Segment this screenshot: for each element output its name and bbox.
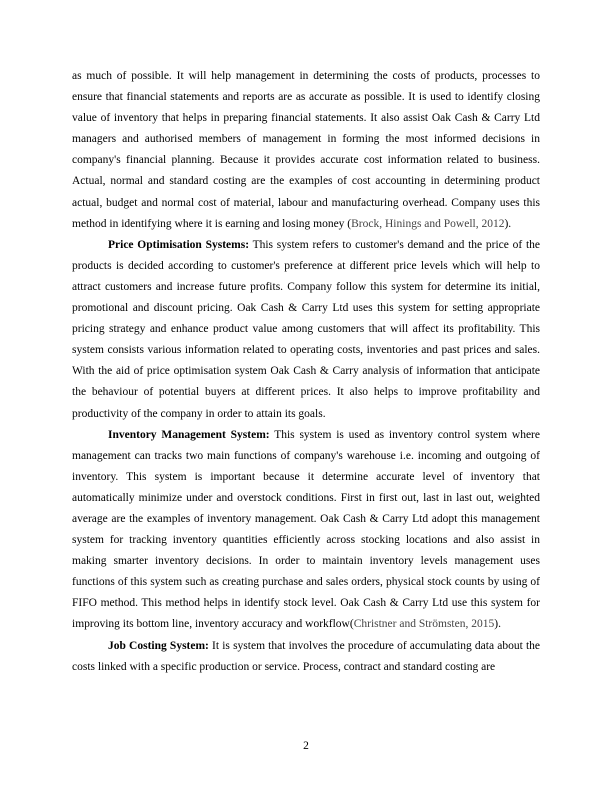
paragraph-closing: ). bbox=[504, 217, 512, 230]
paragraph-price-optimisation bbox=[72, 235, 540, 425]
paragraph-closing: ). bbox=[494, 618, 501, 631]
paragraph-text: It is system that involves the procedure of accumulating data about the costs linked with a specific production or service. Process, contract and standard costing are bbox=[72, 639, 541, 673]
citation: Brock, Hinings and Powell, 2012 bbox=[351, 217, 505, 230]
section-heading: Price Optimisation Systems: bbox=[108, 238, 250, 251]
paragraph-cost-accounting bbox=[72, 66, 540, 235]
paragraph-text: This system is used as inventory control system where management can tracks two main functions of company's warehouse i.e. incoming and outgoing of inventory. This system is important because it determine accurate level of inventory that automatically minimize under and overstock conditions. First in first out, last in last out, weighted average are the examples of inventory management. Oak Cash & Carry Ltd adopt this management system for tracking inventory quantities efficiently across stocking locations and also assist in making smarter inventory decisions. In order to maintain inventory levels management uses functions of this system such as creating purchase and sales orders, physical stock counts by using of FIFO method. This method helps in identify stock level. Oak Cash & Carry Ltd use this system for improving its bottom line, inventory accuracy and workflow( bbox=[72, 428, 540, 631]
section-heading: Inventory Management System: bbox=[108, 428, 270, 441]
paragraph-job-costing bbox=[72, 636, 540, 678]
paragraph-text: as much of possible. It will help management in determining the costs of products, processes to ensure that financial statements and reports are as accurate as possible. It is used to identify closing value of inventory that helps in preparing financial statements. It also assist Oak Cash & Carry Ltd managers and authorised members of management in forming the most informed decisions in company's financial planning. Because it provides accurate cost information related to business. Actual, normal and standard costing are the examples of cost accounting in determining product actual, budget and normal cost of material, labour and manufacturing overhead. Company uses this method in identifying where it is earning and losing money ( bbox=[72, 70, 540, 230]
document-page bbox=[72, 66, 540, 678]
paragraph-text: This system refers to customer's demand and the price of the products is decided according to customer's preference at different price levels which will help to attract customers and increase future profits. Company follow this system for determine its initial, promotional and discount pricing. Oak Cash & Carry Ltd uses this system for setting appropriate pricing strategy and enhance product value among customers that will affect its profitability. This system consists various information related to operating costs, inventories and past prices and sales. With the aid of price optimisation system Oak Cash & Carry analysis of information that anticipate the behaviour of potential buyers at different prices. It also helps to improve profitability and productivity of the company in order to attain its goals. bbox=[72, 238, 541, 420]
section-heading: Job Costing System: bbox=[108, 639, 209, 652]
citation: Christner and Strömsten, 2015 bbox=[353, 618, 495, 631]
paragraph-inventory-management bbox=[72, 425, 540, 636]
page-number: 2 bbox=[303, 740, 309, 752]
